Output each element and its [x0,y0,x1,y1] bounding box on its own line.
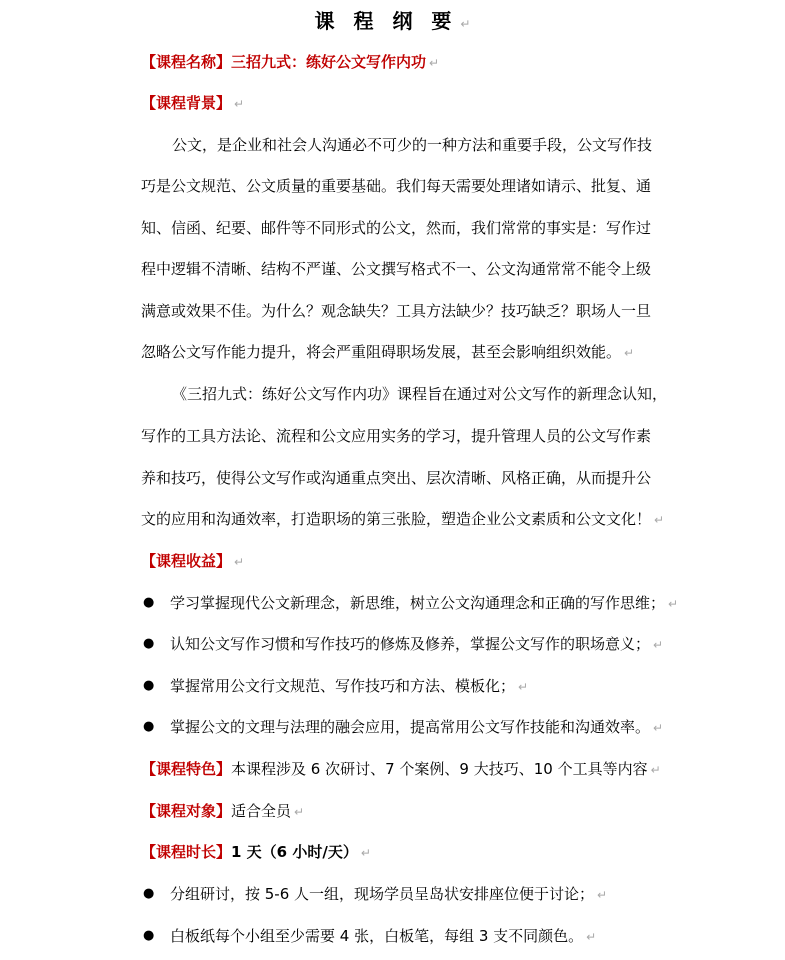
audience-value: 适合全员 [231,802,292,820]
background-heading [141,91,701,116]
benefit-item-text: 掌握公文的文理与法理的融会应用，提高常用公文写作技能和沟通效率。 [170,718,651,736]
return-mark-icon: ↵ [234,97,245,111]
background-label: 【课程背景】 [141,94,232,112]
duration-line [141,840,701,865]
return-mark-icon: ↵ [360,846,371,860]
background-paragraph-1-line: 巧是公文规范、公文质量的重要基础。我们每天需要处理诸如请示、批复、通 [141,177,652,195]
bullet-icon: ● [143,678,155,693]
background-paragraph-1-line: 公文，是企业和社会人沟通必不可少的一种方法和重要手段，公文写作技 [172,136,653,154]
background-paragraph-1-line: 满意或效果不佳。为什么？观念缺失？工具方法缺少？技巧缺乏？职场人一旦 [141,302,652,320]
benefits-heading [141,549,701,574]
course-name-line [141,50,701,75]
benefit-item [170,674,528,699]
course-name-label: 【课程名称】 [141,53,232,71]
return-mark-icon: ↵ [586,930,597,944]
benefit-item [170,715,663,740]
return-mark-icon: ↵ [518,680,529,694]
background-paragraph-2-line: 养和技巧，使得公文写作或沟通重点突出、层次清晰、风格正确，从而提升公 [141,469,652,487]
return-mark-icon: ↵ [654,513,665,527]
return-mark-icon: ↵ [668,597,679,611]
benefit-item-text: 学习掌握现代公文新理念，新思维，树立公文沟通理念和正确的写作思维； [170,594,666,612]
return-mark-icon: ↵ [597,888,608,902]
bullet-icon: ● [143,595,155,610]
duration-note [170,882,607,907]
features-value: 本课程涉及 6 次研讨、7 个案例、9 大技巧、10 个工具等内容 [231,760,648,778]
benefit-item [170,591,678,616]
background-paragraph-1-line: 程中逻辑不清晰、结构不严谨、公文撰写格式不一、公文沟通常常不能令上级 [141,260,652,278]
duration-note-text: 分组研讨，按 5-6 人一组，现场学员呈岛状安排座位便于讨论； [170,885,595,903]
audience-label: 【课程对象】 [141,802,232,820]
background-paragraph-2-line: 写作的工具方法论、流程和公文应用实务的学习，提升管理人员的公文写作素 [141,427,652,445]
duration-value: 1 天（6 小时/天） [231,843,358,861]
benefits-label: 【课程收益】 [141,552,232,570]
duration-note-text: 白板纸每个小组至少需要 4 张，白板笔，每组 3 支不同颜色。 [170,927,584,945]
return-mark-icon: ↵ [624,346,635,360]
return-mark-icon: ↵ [653,721,664,735]
bullet-icon: ● [143,886,155,901]
background-paragraph-1-line: 知、信函、纪要、邮件等不同形式的公文，然而，我们常常的事实是：写作过 [141,219,652,237]
return-mark-icon: ↵ [294,805,305,819]
benefit-item-text: 掌握常用公文行文规范、写作技巧和方法、模板化； [170,677,516,695]
audience-line [141,799,701,824]
return-mark-icon: ↵ [650,763,661,777]
benefit-item [170,632,663,657]
return-mark-icon: ↵ [653,638,664,652]
features-line [141,757,701,782]
background-paragraph-2-line: 《三招九式：练好公文写作内功》课程旨在通过对公文写作的新理念认知， [172,385,668,403]
bullet-icon: ● [143,928,155,943]
return-mark-icon: ↵ [234,555,245,569]
course-name-value: 三招九式：练好公文写作内功 [231,53,427,71]
document-title [0,6,785,39]
title-text: 课 程 纲 要 [314,9,458,33]
background-paragraph-2-text: 文的应用和沟通效率，打造职场的第三张脸，塑造企业公文素质和公文文化！ [141,510,652,528]
return-mark-icon: ↵ [460,17,471,31]
features-label: 【课程特色】 [141,760,232,778]
bullet-icon: ● [143,719,155,734]
benefit-item-text: 认知公文写作习惯和写作技巧的修炼及修养，掌握公文写作的职场意义； [170,635,651,653]
background-paragraph-1-text: 忽略公文写作能力提升，将会严重阻碍职场发展，甚至会影响组织效能。 [141,343,622,361]
bullet-icon: ● [143,636,155,651]
background-paragraph-2-last-line [141,507,701,532]
duration-note [170,924,596,949]
return-mark-icon: ↵ [429,56,440,70]
background-paragraph-1-last-line [141,340,701,365]
duration-label: 【课程时长】 [141,843,232,861]
